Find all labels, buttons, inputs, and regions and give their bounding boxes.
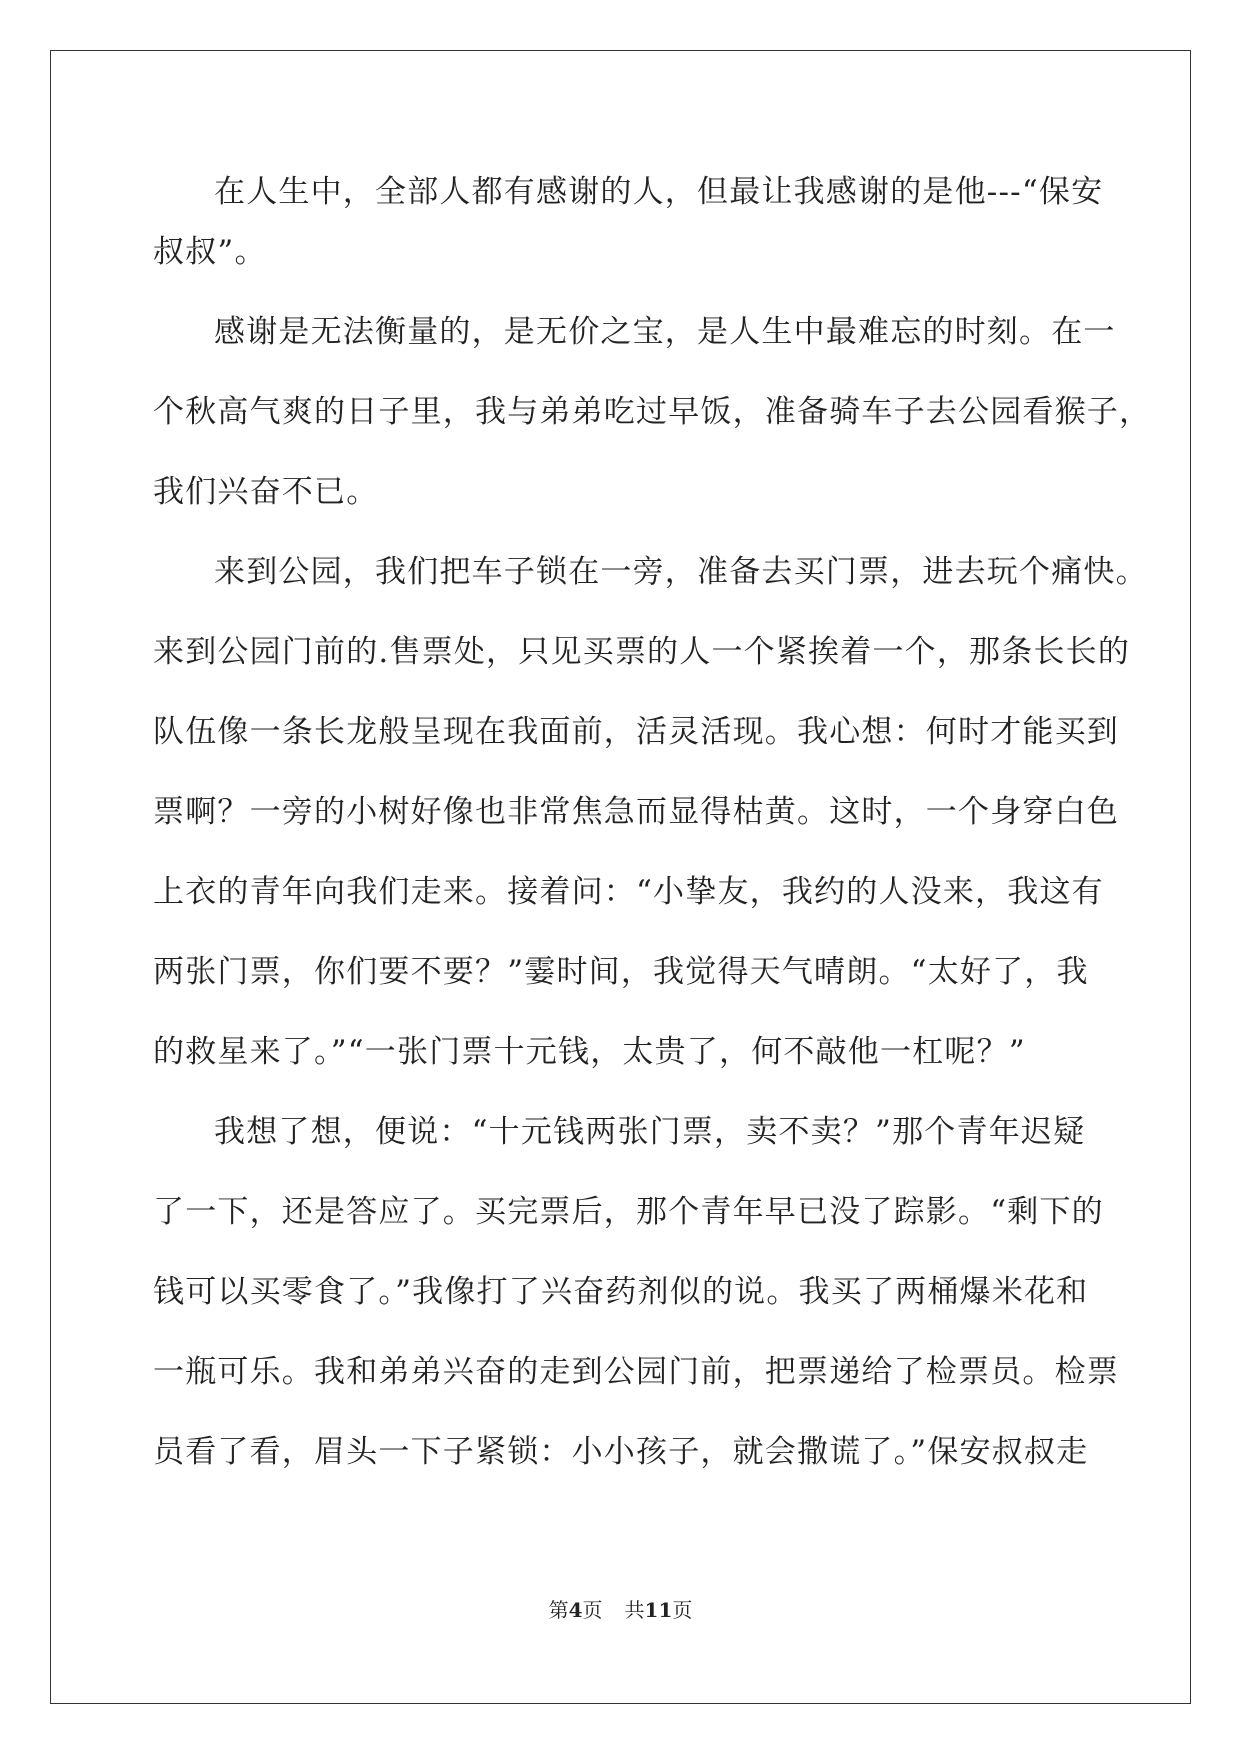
paragraph-2-line-1: 感谢是无法衡量的，是无价之宝，是人生中最难忘的时刻。在一 (214, 314, 1116, 350)
paragraph-2-line-3: 我们兴奋不已。 (153, 474, 379, 510)
paragraph-4-line-5: 员看了看，眉头一下子紧锁：小小孩子，就会撒谎了。”保安叔叔走 (153, 1434, 1089, 1470)
page-footer (0, 1598, 1241, 1622)
current-page-number: 4 (568, 1598, 583, 1622)
footer-page-suffix: 页 (582, 1598, 603, 1622)
paragraph-1-line-1: 在人生中，全部人都有感谢的人，但最让我感谢的是他---“保安 (214, 174, 1104, 210)
paragraph-4-line-4: 一瓶可乐。我和弟弟兴奋的走到公园门前，把票递给了检票员。检票 (153, 1354, 1119, 1390)
footer-prefix: 第 (548, 1598, 569, 1622)
paragraph-1-line-2: 叔叔”。 (153, 234, 267, 270)
paragraph-3-line-3: 队伍像一条长龙般呈现在我面前，活灵活现。我心想：何时才能买到 (153, 714, 1119, 750)
paragraph-3-line-5: 上衣的青年向我们走来。接着问：“小挚友，我约的人没来，我这有 (153, 874, 1104, 910)
paragraph-4-line-3: 钱可以买零食了。”我像打了兴奋药剂似的说。我买了两桶爆米花和 (153, 1274, 1089, 1310)
paragraph-4-line-2: 了一下，还是答应了。买完票后，那个青年早已没了踪影。“剩下的 (153, 1194, 1104, 1230)
paragraph-3-line-4: 票啊？一旁的小树好像也非常焦急而显得枯黄。这时，一个身穿白色 (153, 794, 1119, 830)
paragraph-3-line-2: 来到公园门前的.售票处，只见买票的人一个紧挨着一个，那条长长的 (153, 634, 1131, 670)
paragraph-2-line-2: 个秋高气爽的日子里，我与弟弟吃过早饭，准备骑车子去公园看猴子， (153, 394, 1152, 430)
footer-total-suffix: 页 (672, 1598, 693, 1622)
paragraph-4-line-1: 我想了想，便说：“十元钱两张门票，卖不卖？”那个青年迟疑 (214, 1114, 1086, 1150)
footer-total-prefix: 共 (624, 1598, 645, 1622)
paragraph-3-line-7: 的救星来了。”“一张门票十元钱，太贵了，何不敲他一杠呢？” (153, 1034, 1026, 1070)
paragraph-3-line-1: 来到公园，我们把车子锁在一旁，准备去买门票，进去玩个痛快。 (214, 554, 1148, 590)
total-page-count: 11 (644, 1598, 673, 1622)
paragraph-3-line-6: 两张门票，你们要不要？”霎时间，我觉得天气晴朗。“太好了，我 (153, 954, 1089, 990)
